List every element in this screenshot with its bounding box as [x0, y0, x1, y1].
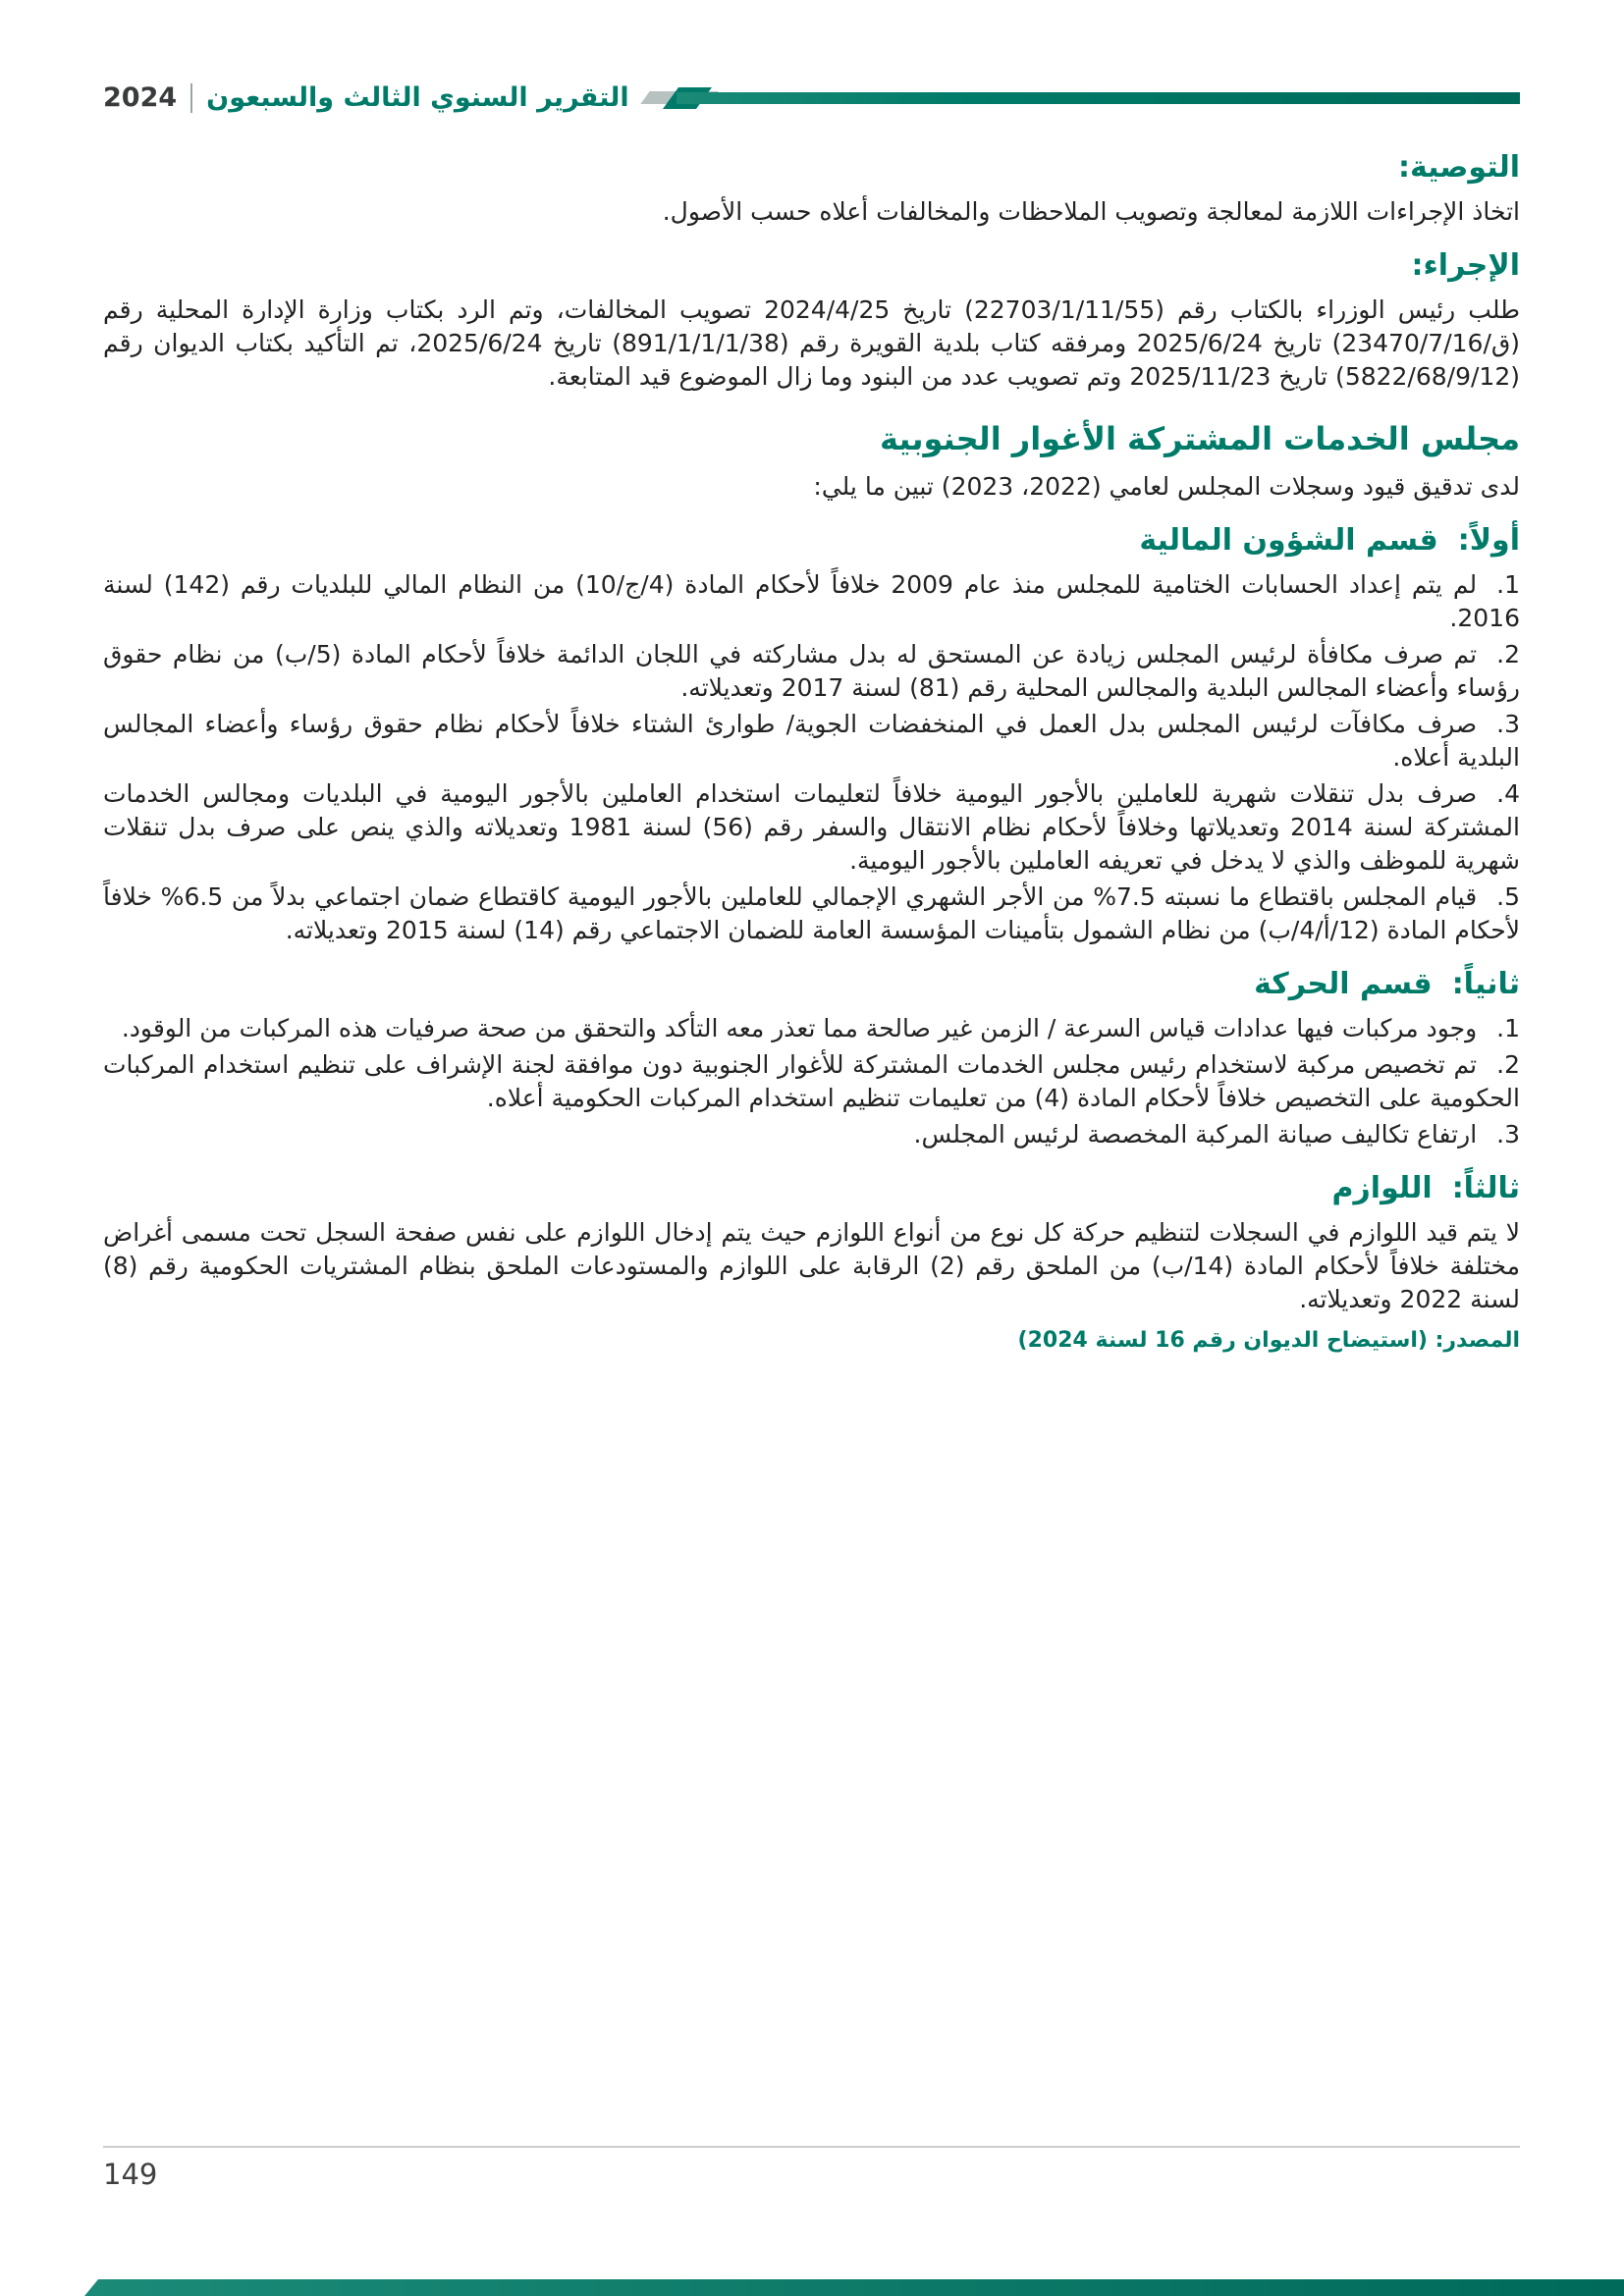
item-marker: 1. — [1496, 1014, 1520, 1042]
source-line: المصدر: (استيضاح الديوان رقم 16 لسنة 2024) — [1017, 1328, 1520, 1353]
item-marker: 4. — [1496, 779, 1520, 808]
heading-prefix: أولاً: — [1457, 523, 1520, 558]
item-marker: 3. — [1496, 710, 1520, 738]
list-item — [103, 1048, 1520, 1115]
heading-prefix: ثانياً: — [1451, 967, 1520, 1001]
list-item — [103, 568, 1520, 635]
header-divider — [190, 83, 192, 113]
item-text: صرف مكافآت لرئيس المجلس بدل العمل في المنخفضات الجوية/ طوارئ الشتاء خلافاً لأحكام نظام حقوق رؤساء وأعضاء المجالس البلدية أعلاه. — [103, 710, 1520, 772]
heading-first-financial — [103, 523, 1520, 559]
list-item — [103, 1118, 1520, 1151]
paragraph-action: طلب رئيس الوزراء بالكتاب رقم (22703/1/11/55) تاريخ 2024/4/25 تصويب المخالفات، وتم الرد بكتاب وزارة الإدارة المحلية رقم (ق/23470/7/16) تاريخ 2025/6/24 ومرفقه كتاب بلدية القويرة رقم (891/1/1/1/38) تاريخ 2025/6/24، تم التأكيد بكتاب الديوان رقم (5822/68/9/12) تاريخ 2025/11/23 وتم تصويب عدد من البنود وما زال الموضوع قيد المتابعة. — [103, 295, 1521, 391]
page-header — [103, 82, 1520, 113]
footer-rule — [103, 2146, 1520, 2148]
movement-list — [103, 1012, 1520, 1151]
list-item — [103, 638, 1520, 705]
header-rule-bar — [677, 92, 1520, 104]
heading-council: مجلس الخدمات المشتركة الأغوار الجنوبية — [880, 420, 1520, 457]
paragraph-council-intro: لدى تدقيق قيود وسجلات المجلس لعامي (2022، 2023) تبين ما يلي: — [813, 472, 1520, 501]
bottom-decorative-bar — [84, 2279, 1624, 2296]
heading-third-supplies — [103, 1171, 1520, 1206]
item-marker: 1. — [1496, 570, 1520, 599]
financial-list — [103, 568, 1520, 947]
item-marker: 3. — [1496, 1120, 1520, 1148]
header-decorative-rule — [641, 85, 1520, 111]
item-text: قيام المجلس باقتطاع ما نسبته 7.5% من الأجر الشهري الإجمالي للعاملين بالأجور اليومية كاقتطاع ضمان اجتماعي بدلاً من 6.5% خلافاً لأحكام المادة (12/أ/4/ب) من نظام الشمول بتأمينات المؤسسة العامة للضمان الاجتماعي رقم (14) لسنة 2015 وتعديلاته. — [103, 882, 1520, 944]
item-text: تم صرف مكافأة لرئيس المجلس زيادة عن المستحق له بدل مشاركته في اللجان الدائمة خلافاً لأحكام المادة (5/ب) من نظام حقوق رؤساء وأعضاء المجالس البلدية والمجالس المحلية رقم (81) لسنة 2017 وتعديلاته. — [103, 640, 1520, 702]
heading-second-movement — [103, 967, 1520, 1002]
heading-label: اللوازم — [1331, 1171, 1433, 1205]
page-number: 149 — [103, 2158, 158, 2191]
list-item — [103, 708, 1520, 774]
item-text: تم تخصيص مركبة لاستخدام رئيس مجلس الخدمات المشتركة للأغوار الجنوبية دون موافقة لجنة الإشراف على تنظيم استخدام المركبات الحكومية على التخصيص خلافاً لأحكام المادة (4) من تعليمات تنظيم استخدام المركبات الحكومية أعلاه. — [103, 1050, 1520, 1112]
list-item — [103, 881, 1520, 947]
item-marker: 2. — [1496, 640, 1520, 668]
heading-action: الإجراء: — [1411, 248, 1520, 283]
heading-recommendation: التوصية: — [1397, 150, 1520, 185]
heading-prefix: ثالثاً: — [1451, 1171, 1520, 1205]
paragraph-recommendation: اتخاذ الإجراءات اللازمة لمعالجة وتصويب الملاحظات والمخالفات أعلاه حسب الأصول. — [662, 197, 1520, 226]
item-marker: 5. — [1496, 882, 1521, 911]
item-marker: 2. — [1496, 1050, 1520, 1079]
heading-label: قسم الشؤون المالية — [1139, 523, 1438, 558]
report-title: التقرير السنوي الثالث والسبعون — [206, 82, 629, 113]
heading-label: قسم الحركة — [1254, 967, 1433, 1001]
list-item — [103, 1012, 1520, 1045]
report-year: 2024 — [103, 82, 178, 113]
item-text: وجود مركبات فيها عدادات قياس السرعة / الزمن غير صالحة مما تعذر معه التأكد والتحقق من صحة صرفيات هذه المركبات من الوقود. — [121, 1014, 1478, 1042]
list-item — [103, 777, 1520, 878]
item-text: ارتفاع تكاليف صيانة المركبة المخصصة لرئيس المجلس. — [913, 1120, 1478, 1148]
paragraph-supplies: لا يتم قيد اللوازم في السجلات لتنظيم حركة كل نوع من أنواع اللوازم حيث يتم إدخال اللوازم على نفس صفحة السجل تحت مسمى أغراض مختلفة خلافاً لأحكام المادة (14/ب) من الملحق رقم (2) الرقابة على اللوازم والمستودعات الملحق بنظام المشتريات الحكومية رقم (8) لسنة 2022 وتعديلاته. — [103, 1218, 1520, 1313]
item-text: لم يتم إعداد الحسابات الختامية للمجلس منذ عام 2009 خلافاً لأحكام المادة (4/ج/10) من النظام المالي للبلديات رقم (142) لسنة 2016. — [103, 570, 1520, 632]
item-text: صرف بدل تنقلات شهرية للعاملين بالأجور اليومية خلافاً لتعليمات استخدام العاملين بالأجور اليومية في البلديات ومجالس الخدمات المشتركة لسنة 2014 وتعديلاتها وخلافاً لأحكام نظام الانتقال والسفر رقم (56) لسنة 1981 وتعديلاته والذي ينص على صرف بدل تنقلات شهرية للموظف والذي لا يدخل في تعريفه العاملين بالأجور اليومية. — [103, 779, 1520, 875]
